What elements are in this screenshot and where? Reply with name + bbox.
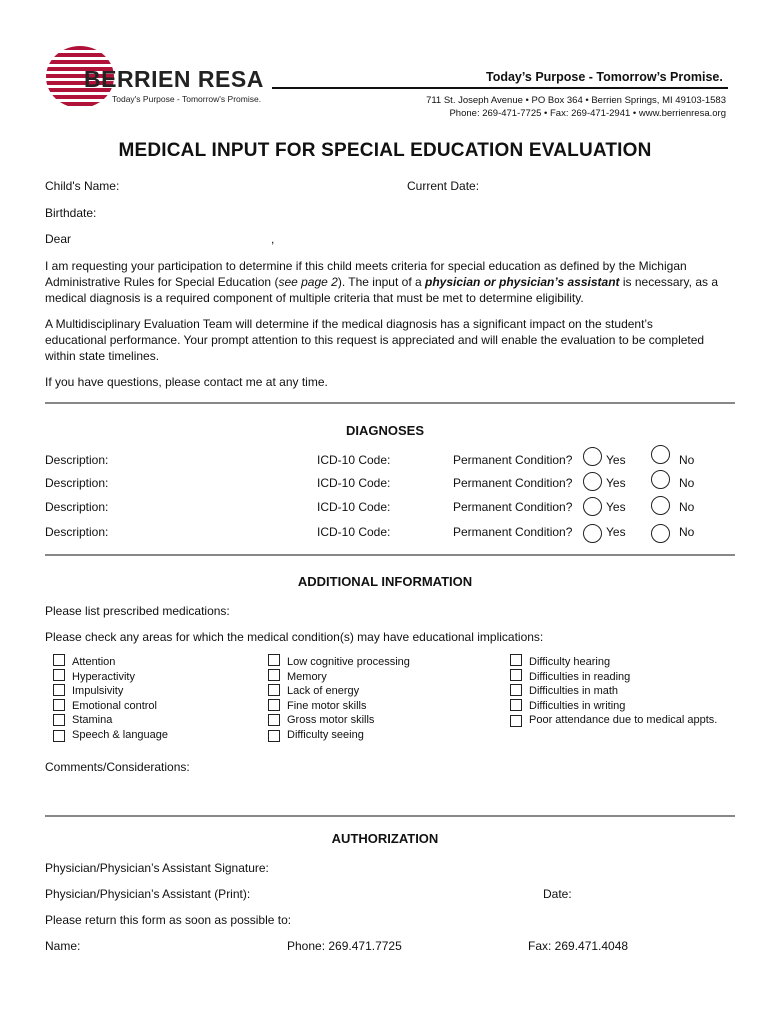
divider (45, 402, 735, 404)
permanent-condition-label: Permanent Condition? (453, 453, 573, 467)
lack-of-energy-checkbox[interactable] (268, 684, 280, 696)
dear-label: Dear (45, 232, 72, 246)
poor-attendance-label: Poor attendance due to medical appts. (529, 714, 718, 726)
yes-label: Yes (606, 453, 626, 467)
difficulties-math-label: Difficulties in math (529, 685, 619, 697)
authorization-title: AUTHORIZATION (331, 831, 439, 846)
gross-motor-skills-label: Gross motor skills (287, 714, 375, 726)
comments-label: Comments/Considerations: (45, 760, 190, 774)
org-name: BERRIEN RESA (84, 66, 264, 92)
impulsivity-label: Impulsivity (72, 685, 124, 697)
yes-label: Yes (606, 500, 626, 514)
address-line: 711 St. Joseph Avenue • PO Box 364 • Berrien Springs, MI 49103-1583 (426, 95, 726, 106)
header-rule (272, 87, 728, 89)
header-address (380, 94, 726, 120)
current-date-label: Current Date: (407, 179, 480, 193)
fax-label: Fax: 269.471.4048 (528, 939, 629, 953)
no-radio[interactable] (651, 445, 670, 464)
permanent-condition-label: Permanent Condition? (453, 500, 573, 514)
fine-motor-skills-checkbox[interactable] (268, 699, 280, 711)
yes-radio[interactable] (583, 497, 602, 516)
page-title: MEDICAL INPUT FOR SPECIAL EDUCATION EVALUATION (118, 140, 652, 161)
yes-label: Yes (606, 476, 626, 490)
icd-code-label: ICD-10 Code: (317, 525, 391, 539)
letter-paragraph-3: If you have questions, please contact me at any time. (45, 375, 328, 389)
return-instructions: Please return this form as soon as possible to: (45, 913, 292, 927)
gross-motor-skills-checkbox[interactable] (268, 714, 280, 726)
difficulty-seeing-checkbox[interactable] (268, 730, 280, 742)
difficulty-hearing-label: Difficulty hearing (529, 656, 611, 668)
emotional-control-checkbox[interactable] (53, 699, 65, 711)
low-cognitive-processing-label: Low cognitive processing (287, 656, 410, 668)
no-radio[interactable] (651, 524, 670, 543)
permanent-condition-label: Permanent Condition? (453, 525, 573, 539)
speech-language-checkbox[interactable] (53, 730, 65, 742)
header-tagline: Today’s Purpose - Tomorrow’s Promise. (486, 70, 723, 84)
no-label: No (679, 476, 695, 490)
hyperactivity-label: Hyperactivity (72, 671, 135, 683)
org-tagline-small: Today's Purpose - Tomorrow's Promise. (112, 94, 262, 104)
phone-label: Phone: 269.471.7725 (287, 939, 402, 953)
yes-label: Yes (606, 525, 626, 539)
yes-radio[interactable] (583, 472, 602, 491)
diagnoses-title: DIAGNOSES (345, 423, 424, 438)
name-label: Name: (45, 939, 81, 953)
stamina-checkbox[interactable] (53, 714, 65, 726)
description-label: Description: (45, 525, 109, 539)
description-label: Description: (45, 476, 109, 490)
no-label: No (679, 525, 695, 539)
divider (45, 554, 735, 556)
poor-attendance-checkbox[interactable] (510, 715, 522, 727)
medications-label: Please list prescribed medications: (45, 604, 230, 618)
difficulties-reading-label: Difficulties in reading (529, 671, 631, 683)
difficulties-math-checkbox[interactable] (510, 684, 522, 696)
speech-language-label: Speech & language (72, 729, 169, 741)
description-label: Description: (45, 500, 109, 514)
yes-radio[interactable] (583, 524, 602, 543)
description-label: Description: (45, 453, 109, 467)
difficulty-hearing-checkbox[interactable] (510, 654, 522, 666)
child-name-label: Child's Name: (45, 179, 120, 193)
dear-comma: , (271, 232, 275, 246)
contact-line: Phone: 269-471-7725 • Fax: 269-471-2941 • www.berrienresa.org (449, 108, 726, 119)
icd-code-label: ICD-10 Code: (317, 500, 391, 514)
birthdate-label: Birthdate: (45, 206, 97, 220)
additional-info-title: ADDITIONAL INFORMATION (297, 574, 473, 589)
signature-label: Physician/Physician’s Assistant Signature: (45, 861, 269, 875)
icd-code-label: ICD-10 Code: (317, 476, 391, 490)
letter-paragraph-1: I am requesting your participation to determine if this child meets criteria for special education as defined by the Michigan Administrative Rules for Special Education (see page 2). The input of a physician or physician’s assistant is necessary, as a medical diagnosis is a required component of multiple criteria that must be met to determine eligibility. (45, 259, 719, 305)
no-label: No (679, 453, 695, 467)
hyperactivity-checkbox[interactable] (53, 669, 65, 681)
lack-of-energy-label: Lack of energy (287, 685, 360, 697)
difficulty-seeing-label: Difficulty seeing (287, 729, 364, 741)
fine-motor-skills-label: Fine motor skills (287, 700, 367, 712)
stamina-label: Stamina (72, 714, 113, 726)
low-cognitive-processing-checkbox[interactable] (268, 654, 280, 666)
print-name-label: Physician/Physician’s Assistant (Print): (45, 887, 251, 901)
attention-checkbox[interactable] (53, 654, 65, 666)
difficulties-reading-checkbox[interactable] (510, 669, 522, 681)
impulsivity-checkbox[interactable] (53, 684, 65, 696)
check-areas-prompt: Please check any areas for which the medical condition(s) may have educational implications: (45, 630, 544, 644)
emotional-control-label: Emotional control (72, 700, 157, 712)
difficulties-writing-checkbox[interactable] (510, 699, 522, 711)
no-radio[interactable] (651, 496, 670, 515)
memory-checkbox[interactable] (268, 669, 280, 681)
no-label: No (679, 500, 695, 514)
divider (45, 815, 735, 817)
attention-label: Attention (72, 656, 116, 668)
permanent-condition-label: Permanent Condition? (453, 476, 573, 490)
icd-code-label: ICD-10 Code: (317, 453, 391, 467)
memory-label: Memory (287, 671, 327, 683)
date-label: Date: (543, 887, 572, 901)
difficulties-writing-label: Difficulties in writing (529, 700, 626, 712)
no-radio[interactable] (651, 470, 670, 489)
letter-paragraph-2: A Multidisciplinary Evaluation Team will determine if the medical diagnosis has a significant impact on the student’s educational performance. Your prompt attention to this request is appreciated and will enable the evaluation to be completed within state timelines. (45, 317, 705, 363)
yes-radio[interactable] (583, 447, 602, 466)
